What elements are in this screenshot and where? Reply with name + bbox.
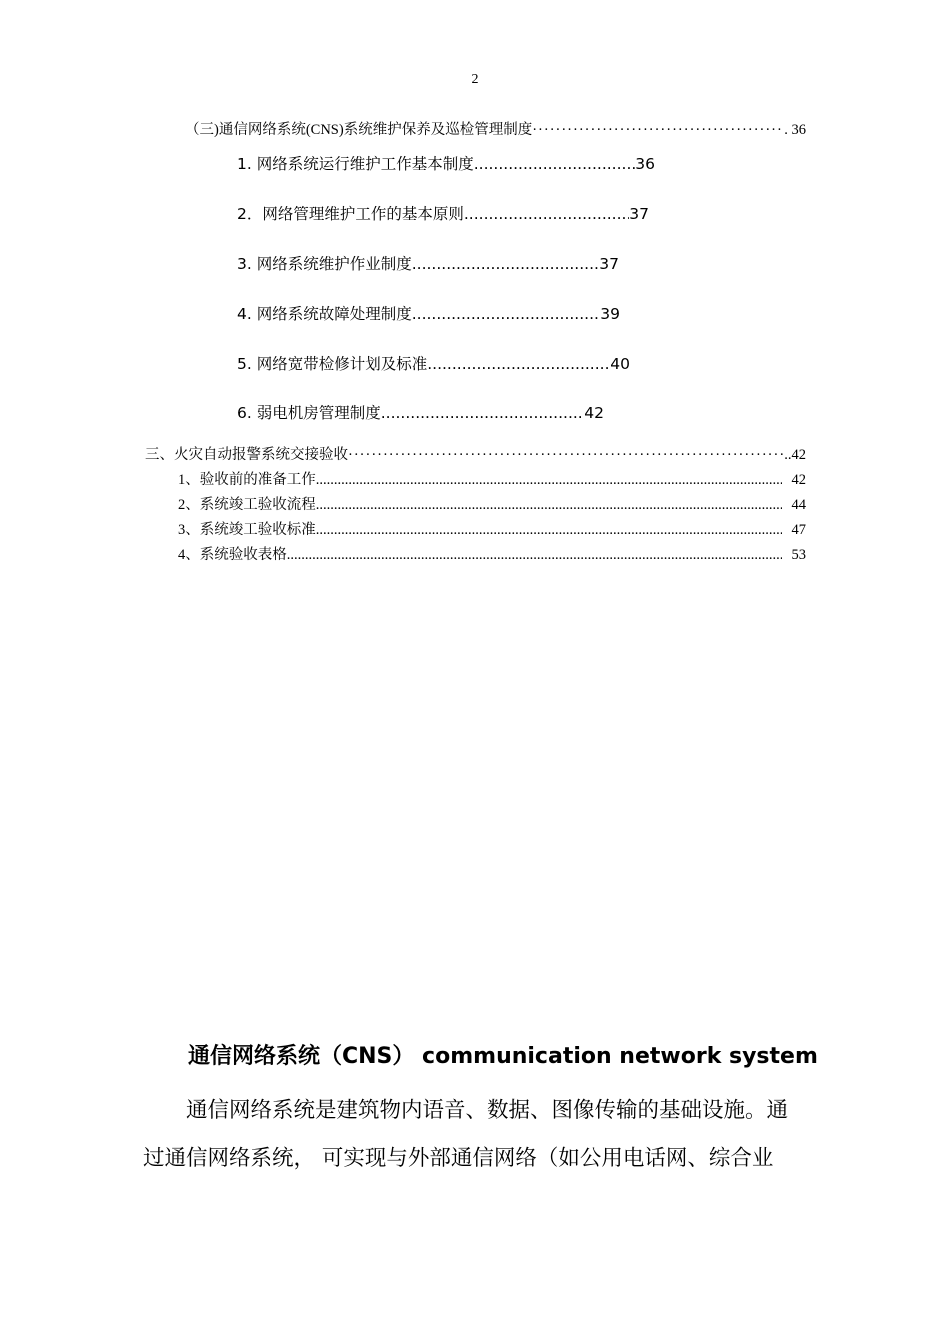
toc-entry-page: 47 (791, 522, 806, 538)
toc-leader-dots (316, 522, 782, 539)
toc-leader-dots (381, 404, 585, 422)
toc-fire-item-2[interactable] (178, 493, 806, 514)
toc-entry-label: （三)通信网络系统(CNS)系统维护保养及巡检管理制度 (185, 122, 533, 138)
toc-leader-dots (532, 122, 784, 139)
toc-subentry-2[interactable] (237, 202, 649, 224)
toc-subentry-4[interactable] (237, 302, 620, 324)
toc-fire-item-1[interactable] (178, 468, 806, 489)
toc-leader-dots (412, 305, 601, 323)
toc-entry-page: 42 (791, 472, 806, 488)
section-heading: 通信网络系统（CNS） communication network system (188, 1044, 818, 1069)
toc-leader-dots (348, 447, 784, 464)
toc-leader-dots (287, 547, 782, 564)
toc-entry-label: 1、验收前的准备工作 (178, 472, 316, 488)
toc-entry-label: 6. 弱电机房管理制度 (237, 404, 381, 422)
toc-leader-dots (316, 472, 782, 489)
page-number: 2 (471, 72, 479, 87)
toc-entry-label: 3、系统竣工验收标准 (178, 522, 316, 538)
toc-entry-page: 40 (610, 355, 630, 373)
toc-fire-item-3[interactable] (178, 518, 806, 539)
toc-entry-label: 2、系统竣工验收流程 (178, 497, 316, 513)
toc-entry-label: 5. 网络宽带检修计划及标准 (237, 355, 428, 373)
toc-entry-label: 1. 网络系统运行维护工作基本制度 (237, 155, 474, 173)
toc-subentry-6[interactable] (237, 401, 604, 423)
toc-subentry-3[interactable] (237, 252, 619, 274)
toc-entry-page: 42 (584, 404, 604, 422)
toc-entry-page: 39 (600, 305, 620, 323)
paragraph-line-2: 过通信网络系统， 可实现与外部通信网络（如公用电话网、综合业 (143, 1146, 774, 1171)
toc-entry-label: 2．网络管理维护工作的基本原则 (237, 205, 464, 223)
toc-entry-page: . 36 (784, 122, 806, 138)
paragraph-line-1: 通信网络系统是建筑物内语音、数据、图像传输的基础设施。通 (186, 1098, 789, 1123)
toc-entry-label: 4. 网络系统故障处理制度 (237, 305, 412, 323)
toc-subentry-1[interactable] (237, 152, 655, 174)
toc-leader-dots (427, 355, 610, 373)
toc-entry-page: 44 (791, 497, 806, 513)
toc-fire-item-4[interactable] (178, 543, 806, 564)
toc-entry-page: 36 (635, 155, 655, 173)
toc-entry-page: ..42 (784, 447, 806, 463)
toc-entry-page: 37 (599, 255, 619, 273)
toc-entry-fire-alarm[interactable] (145, 443, 806, 464)
toc-subentry-5[interactable] (237, 352, 630, 374)
toc-entry-page: 37 (629, 205, 649, 223)
toc-leader-dots (316, 497, 782, 514)
toc-entry-label: 3. 网络系统维护作业制度 (237, 255, 412, 273)
toc-entry-label: 4、系统验收表格 (178, 547, 287, 563)
toc-entry-label: 三、火灾自动报警系统交接验收 (145, 447, 348, 463)
toc-entry-cns-maintenance[interactable] (185, 118, 806, 139)
toc-leader-dots (464, 205, 629, 223)
toc-leader-dots (412, 255, 600, 273)
toc-leader-dots (474, 155, 636, 173)
toc-entry-page: 53 (791, 547, 806, 563)
